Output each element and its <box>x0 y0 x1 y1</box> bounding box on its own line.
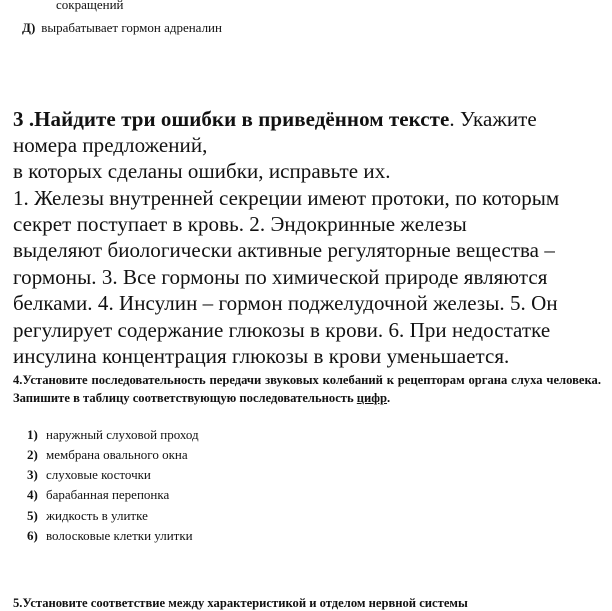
question-3-title: 3 .Найдите три ошибки в приведённом тексте <box>13 107 450 131</box>
question-4-text <box>13 372 601 407</box>
option-text: барабанная перепонка <box>46 487 170 502</box>
option-number: 6) <box>27 528 38 543</box>
question-3-line: 1. Железы внутренней секреции имеют протоки, по которым <box>13 186 560 210</box>
question-4-underlined: цифр <box>356 390 388 405</box>
option-number: 2) <box>27 447 38 462</box>
previous-question-option-d <box>22 20 222 36</box>
question-4-option <box>27 447 188 463</box>
question-3-line: белками. 4. Инсулин – гормон поджелудочной железы. 5. Он <box>13 291 558 315</box>
option-number: 4) <box>27 487 38 502</box>
option-number: 3) <box>27 467 38 482</box>
question-4-option <box>27 528 193 544</box>
question-3-title-rest: . Укажите <box>449 107 537 131</box>
question-3-line: номера предложений, <box>13 133 208 157</box>
question-4-main: 4.Установите последовательность передачи звуковых колебаний к рецепторам органа слуха человека. Запишите в таблицу соответствующую последовательность <box>13 373 601 405</box>
question-3-line: регулирует содержание глюкозы в крови. 6. При недостатке <box>13 318 551 342</box>
question-3-line: инсулина концентрация глюкозы в крови уменьшается. <box>13 344 510 368</box>
question-4-option <box>27 427 199 443</box>
option-text: жидкость в улитке <box>46 508 148 523</box>
option-text: слуховые косточки <box>46 467 151 482</box>
question-3-line: секрет поступает в кровь. 2. Эндокринные железы <box>13 212 467 236</box>
question-4-option <box>27 487 169 503</box>
question-4-end: . <box>387 390 391 405</box>
previous-question-continuation: сокращений <box>56 0 124 12</box>
option-text: волосковые клетки улитки <box>46 528 193 543</box>
option-number: 1) <box>27 427 38 442</box>
question-4-option <box>27 508 148 524</box>
option-text: мембрана овального окна <box>46 447 188 462</box>
question-5-text: 5.Установите соответствие между характеристикой и отделом нервной системы <box>13 596 468 610</box>
question-3-heading <box>13 106 537 132</box>
question-3-line: в которых сделаны ошибки, исправьте их. <box>13 159 391 183</box>
option-text: вырабатывает гормон адреналин <box>41 20 222 35</box>
option-text: наружный слуховой проход <box>46 427 199 442</box>
question-3-line: гормоны. 3. Все гормоны по химической природе являются <box>13 265 548 289</box>
question-4-option <box>27 467 151 483</box>
option-letter: Д) <box>22 20 36 35</box>
option-number: 5) <box>27 508 38 523</box>
question-3-line: выделяют биологически активные регуляторные вещества – <box>13 238 555 262</box>
